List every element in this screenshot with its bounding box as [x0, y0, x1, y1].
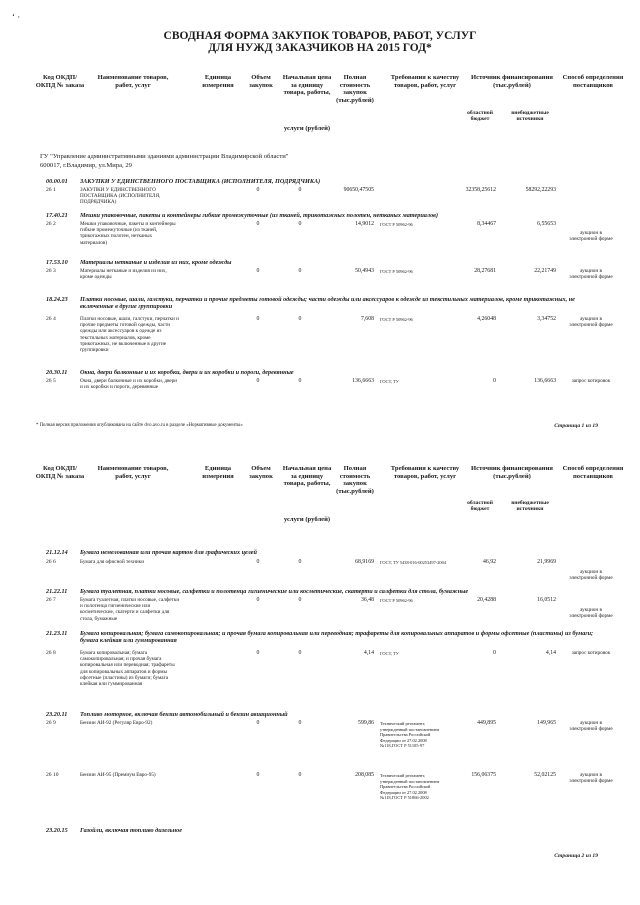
item-requirements: ГОСТ, ТУ — [380, 651, 399, 656]
item-cost: 4,14 — [363, 650, 374, 656]
item-cost: 14,9012 — [355, 221, 374, 227]
item-method: аукцион в электронной форме — [569, 607, 613, 620]
item-regional: 32358,25612 — [465, 187, 496, 193]
item-volume: 0 — [256, 187, 260, 193]
item-price: 0 — [298, 650, 302, 656]
col-name: Наименование товаров, работ, услуг — [97, 465, 169, 480]
section-title: Мешки упаковочные, пакеты и контейнеры гибкие промежуточные (из тканей, трикотажных полотен, нетканых материалов) — [80, 212, 438, 219]
item-price: 0 — [298, 221, 302, 227]
col-unit: Единица измерения — [202, 465, 234, 480]
item-price: 0 — [298, 378, 302, 384]
item-offbudget: 149,965 — [537, 720, 556, 726]
item-requirements: Технический регламент, утвержденный постановлением Правительства Российской Федерации от 27.02.2008 №118,ГОСТ Р 51105-97 — [380, 721, 440, 749]
item-regional: 449,895 — [477, 720, 496, 726]
item-cost: 36,48 — [360, 597, 374, 603]
col-cost: Полная стоимость закупок (тыс.рублей) — [336, 74, 374, 104]
section-code: 00.00.01 — [46, 178, 68, 185]
section-code: 23.20.15 — [46, 827, 68, 834]
item-method: аукцион в электронной форме — [569, 772, 613, 785]
item-requirements: Технический регламент, утвержденный постановлением Правительства Российской Федерации от 27.02.2008 №118,ГОСТ Р 51866-2002 — [380, 773, 440, 801]
item-cost: 68,9169 — [355, 559, 374, 565]
section-code: 23.20.11 — [46, 711, 68, 718]
col-price: Начальная цена за единицу товара, работы, — [282, 465, 332, 488]
item-requirements: ГОСТ Р 50962-96 — [380, 598, 413, 603]
document-title-line-2: ДЛЯ НУЖД ЗАКАЗЧИКОВ НА 2015 ГОД* — [208, 42, 432, 54]
item-method: аукцион в электронной форме — [569, 268, 613, 281]
col-volume: Объем закупок — [249, 465, 273, 480]
item-cost: 7,608 — [360, 316, 374, 322]
section-code: 21.22.11 — [46, 588, 68, 595]
item-regional: 20,4288 — [477, 597, 496, 603]
col-code: Код ОКДП/ ОКПД № заказа — [35, 465, 85, 480]
item-offbudget: 136,6663 — [534, 378, 556, 384]
row-number: 26 5 — [46, 378, 56, 384]
item-method: запрос котировок — [571, 650, 611, 656]
row-number: 26 10 — [46, 772, 59, 778]
item-cost: 208,085 — [355, 772, 374, 778]
item-offbudget: 4,14 — [545, 650, 556, 656]
row-number: 26 3 — [46, 268, 56, 274]
item-offbudget: 3,34752 — [537, 316, 556, 322]
col-price-services: услуги (рублей) — [283, 516, 331, 523]
row-number: 26 1 — [46, 187, 56, 193]
col-requirements: Требования к качеству товаров, работ, услуг — [390, 465, 460, 480]
item-name: ЗАКУПКИ У ЕДИНСТВЕННОГО ПОСТАВЩИКА (ИСПОЛНИТЕЛЯ, ПОДРЯДЧИКА) — [80, 187, 161, 206]
section-title: Газойли, включая топливо дизельное — [80, 827, 182, 834]
row-number: 26 7 — [46, 597, 56, 603]
item-regional: 156,06375 — [471, 772, 496, 778]
item-name: Бензин АИ-95 (Премиум Евро-95) — [80, 772, 156, 778]
item-price: 0 — [298, 268, 302, 274]
item-offbudget: 58292,22293 — [525, 187, 556, 193]
item-requirements: ГОСТ, ТУ — [380, 379, 399, 384]
item-volume: 0 — [256, 559, 260, 565]
item-requirements: ГОСТ Р 50962-96 — [380, 269, 413, 274]
col-cost: Полная стоимость закупок (тыс.рублей) — [336, 465, 374, 495]
section-title: Материалы нетканые и изделия из них, кроме одежды — [80, 259, 232, 266]
section-code: 21.23.11 — [46, 630, 68, 637]
item-regional: 46,92 — [482, 559, 496, 565]
item-method: аукцион в электронной форме — [569, 316, 613, 329]
row-number: 26 9 — [46, 720, 56, 726]
section-title: ЗАКУПКИ У ЕДИНСТВЕННОГО ПОСТАВЩИКА (ИСПОЛНИТЕЛЯ, ПОДРЯДЧИКА) — [80, 178, 321, 185]
item-price: 0 — [298, 187, 302, 193]
item-method: запрос котировок — [571, 378, 611, 384]
section-code: 21.12.14 — [46, 549, 68, 556]
item-price: 0 — [298, 772, 302, 778]
row-number: 26 8 — [46, 650, 56, 656]
page-number: Страница 2 из 19 — [554, 853, 598, 859]
col-unit: Единица измерения — [202, 74, 234, 89]
item-offbudget: 22,21749 — [534, 268, 556, 274]
item-cost: 599,86 — [358, 720, 374, 726]
col-finance: Источник финансирования (тыс.рублей) — [471, 465, 553, 480]
col-name: Наименование товаров, работ, услуг — [97, 74, 169, 89]
item-name: Бумага для офисной техники — [80, 559, 144, 565]
item-method: аукцион в электронной форме — [569, 569, 613, 582]
item-price: 0 — [298, 720, 302, 726]
scan-marks: ‘ · — [12, 12, 21, 22]
item-price: 0 — [298, 316, 302, 322]
organization-name: ГУ "Управление административными зданиями администрации Владимирской области" — [40, 153, 289, 160]
col-price-services: услуги (рублей) — [283, 125, 331, 132]
section-code: 17.53.10 — [46, 259, 68, 266]
col-code: Код ОКДП/ ОКПД № заказа — [35, 74, 85, 89]
item-cost: 136,6663 — [352, 378, 374, 384]
item-requirements: ГОСТ Р 50962-96 — [380, 222, 413, 227]
document-title-line-1: СВОДНАЯ ФОРМА ЗАКУПОК ТОВАРОВ, РАБОТ, УСЛУГ — [163, 30, 477, 42]
item-cost: 50,4943 — [355, 268, 374, 274]
col-method: Способ определения поставщиков — [562, 74, 624, 89]
item-volume: 0 — [256, 650, 260, 656]
item-regional: 0 — [493, 378, 496, 384]
item-offbudget: 21,9969 — [537, 559, 556, 565]
item-regional: 28,27681 — [474, 268, 496, 274]
item-volume: 0 — [256, 720, 260, 726]
item-method: аукцион в электронной форме — [569, 230, 613, 243]
col-method: Способ определения поставщиков — [562, 465, 624, 480]
item-volume: 0 — [256, 268, 260, 274]
row-number: 26 2 — [46, 221, 56, 227]
item-regional: 0 — [493, 650, 496, 656]
item-name: Платки носовые, шали, галстуки, перчатки и прочие предметы готовой одежды, части одежды или аксессуаров к одежде из текстильных материалов, кроме трикотажных, не включенные в другие группировки — [80, 316, 179, 354]
item-volume: 0 — [256, 378, 260, 384]
col-requirements: Требования к качеству товаров, работ, услуг — [390, 74, 460, 89]
footnote: * Полная версия приложения опубликована на сайте dvo.avo.ru в разделе «Нормативные документы» — [36, 423, 243, 428]
section-title: Окна, двери балконные и их коробки, двери и их коробки и пороги, деревянные — [80, 369, 294, 376]
col-volume: Объем закупок — [249, 74, 273, 89]
item-price: 0 — [298, 559, 302, 565]
page-number: Страница 1 из 19 — [554, 423, 598, 429]
section-title: Бумага копировальная; бумага самокопировальная; и прочая бумага копировальная или переводная; трафареты для копировальных аппаратов и формы офсетные (пластины) из бумаги; бумага клейкая или гуммированная — [80, 630, 594, 645]
section-code: 18.24.23 — [46, 296, 68, 303]
item-offbudget: 16,0512 — [537, 597, 556, 603]
organization-address: 600017, г.Владимир, ул.Мира, 29 — [40, 162, 132, 169]
item-name: Бумага туалетная, платки носовые, салфетки и полотенца гигиенические или косметические, скатерти и салфетки для стола, бумажные — [80, 597, 180, 622]
item-name: Материалы нетканые и изделия из них, кроме одежды — [80, 268, 167, 281]
item-name: Мешки упаковочные, пакеты и контейнеры гибкие промежуточные (из тканей, трикотажных полотен, нетканых материалов) — [80, 221, 176, 246]
col-offbudget: внебюджетные источники — [511, 500, 549, 513]
item-requirements: ГОСТ, ТУ 5438-016-00253497-2004 — [380, 560, 447, 565]
section-code: 20.30.11 — [46, 369, 68, 376]
item-name: Окна, двери балконные и их коробки, двери и их коробки и пороги, деревянные — [80, 378, 178, 391]
item-method: аукцион в электронной форме — [569, 720, 613, 733]
row-number: 26 4 — [46, 316, 56, 322]
col-finance: Источник финансирования (тыс.рублей) — [471, 74, 553, 89]
item-name: Бензин АИ-92 (Регуляр Евро-92) — [80, 720, 153, 726]
item-volume: 0 — [256, 221, 260, 227]
item-offbudget: 52,02125 — [534, 772, 556, 778]
section-title: Платки носовые, шали, галстуки, перчатки и прочие предметы готовой одежды; части одежды или аксессуаров к одежде из текстильных материалов, кроме трикотажных, не включенные в другие группировки — [80, 296, 575, 311]
item-name: Бумага копировальная; бумага самокопировальная; и прочая бумага копировальная или переводная; трафареты для копировальных аппаратов и формы офсетные (пластины) из бумаги; бумага клейкая или гуммированная — [80, 650, 175, 688]
item-volume: 0 — [256, 316, 260, 322]
item-regional: 4,26048 — [477, 316, 496, 322]
row-number: 26 6 — [46, 559, 56, 565]
item-regional: 8,34467 — [477, 221, 496, 227]
col-offbudget: внебюджетные источники — [511, 110, 549, 123]
section-title: Бумага немелованная или прочая картон для графических целей — [80, 549, 257, 556]
section-title: Бумага туалетная, платки носовые, салфетки и полотенца гигиенические или косметические, скатерти и салфетки для стола, бумажные — [80, 588, 469, 595]
section-code: 17.40.21 — [46, 212, 68, 219]
item-cost: 90650,47505 — [343, 187, 374, 193]
col-regional: областной бюджет — [467, 500, 493, 513]
item-offbudget: 6,55653 — [537, 221, 556, 227]
col-price: Начальная цена за единицу товара, работы, — [282, 74, 332, 97]
item-volume: 0 — [256, 597, 260, 603]
item-requirements: ГОСТ Р 50962-96 — [380, 317, 413, 322]
item-price: 0 — [298, 597, 302, 603]
section-title: Топливо моторное, включая бензин автомобильный и бензин авиационный — [80, 711, 288, 718]
item-volume: 0 — [256, 772, 260, 778]
col-regional: областной бюджет — [467, 110, 493, 123]
